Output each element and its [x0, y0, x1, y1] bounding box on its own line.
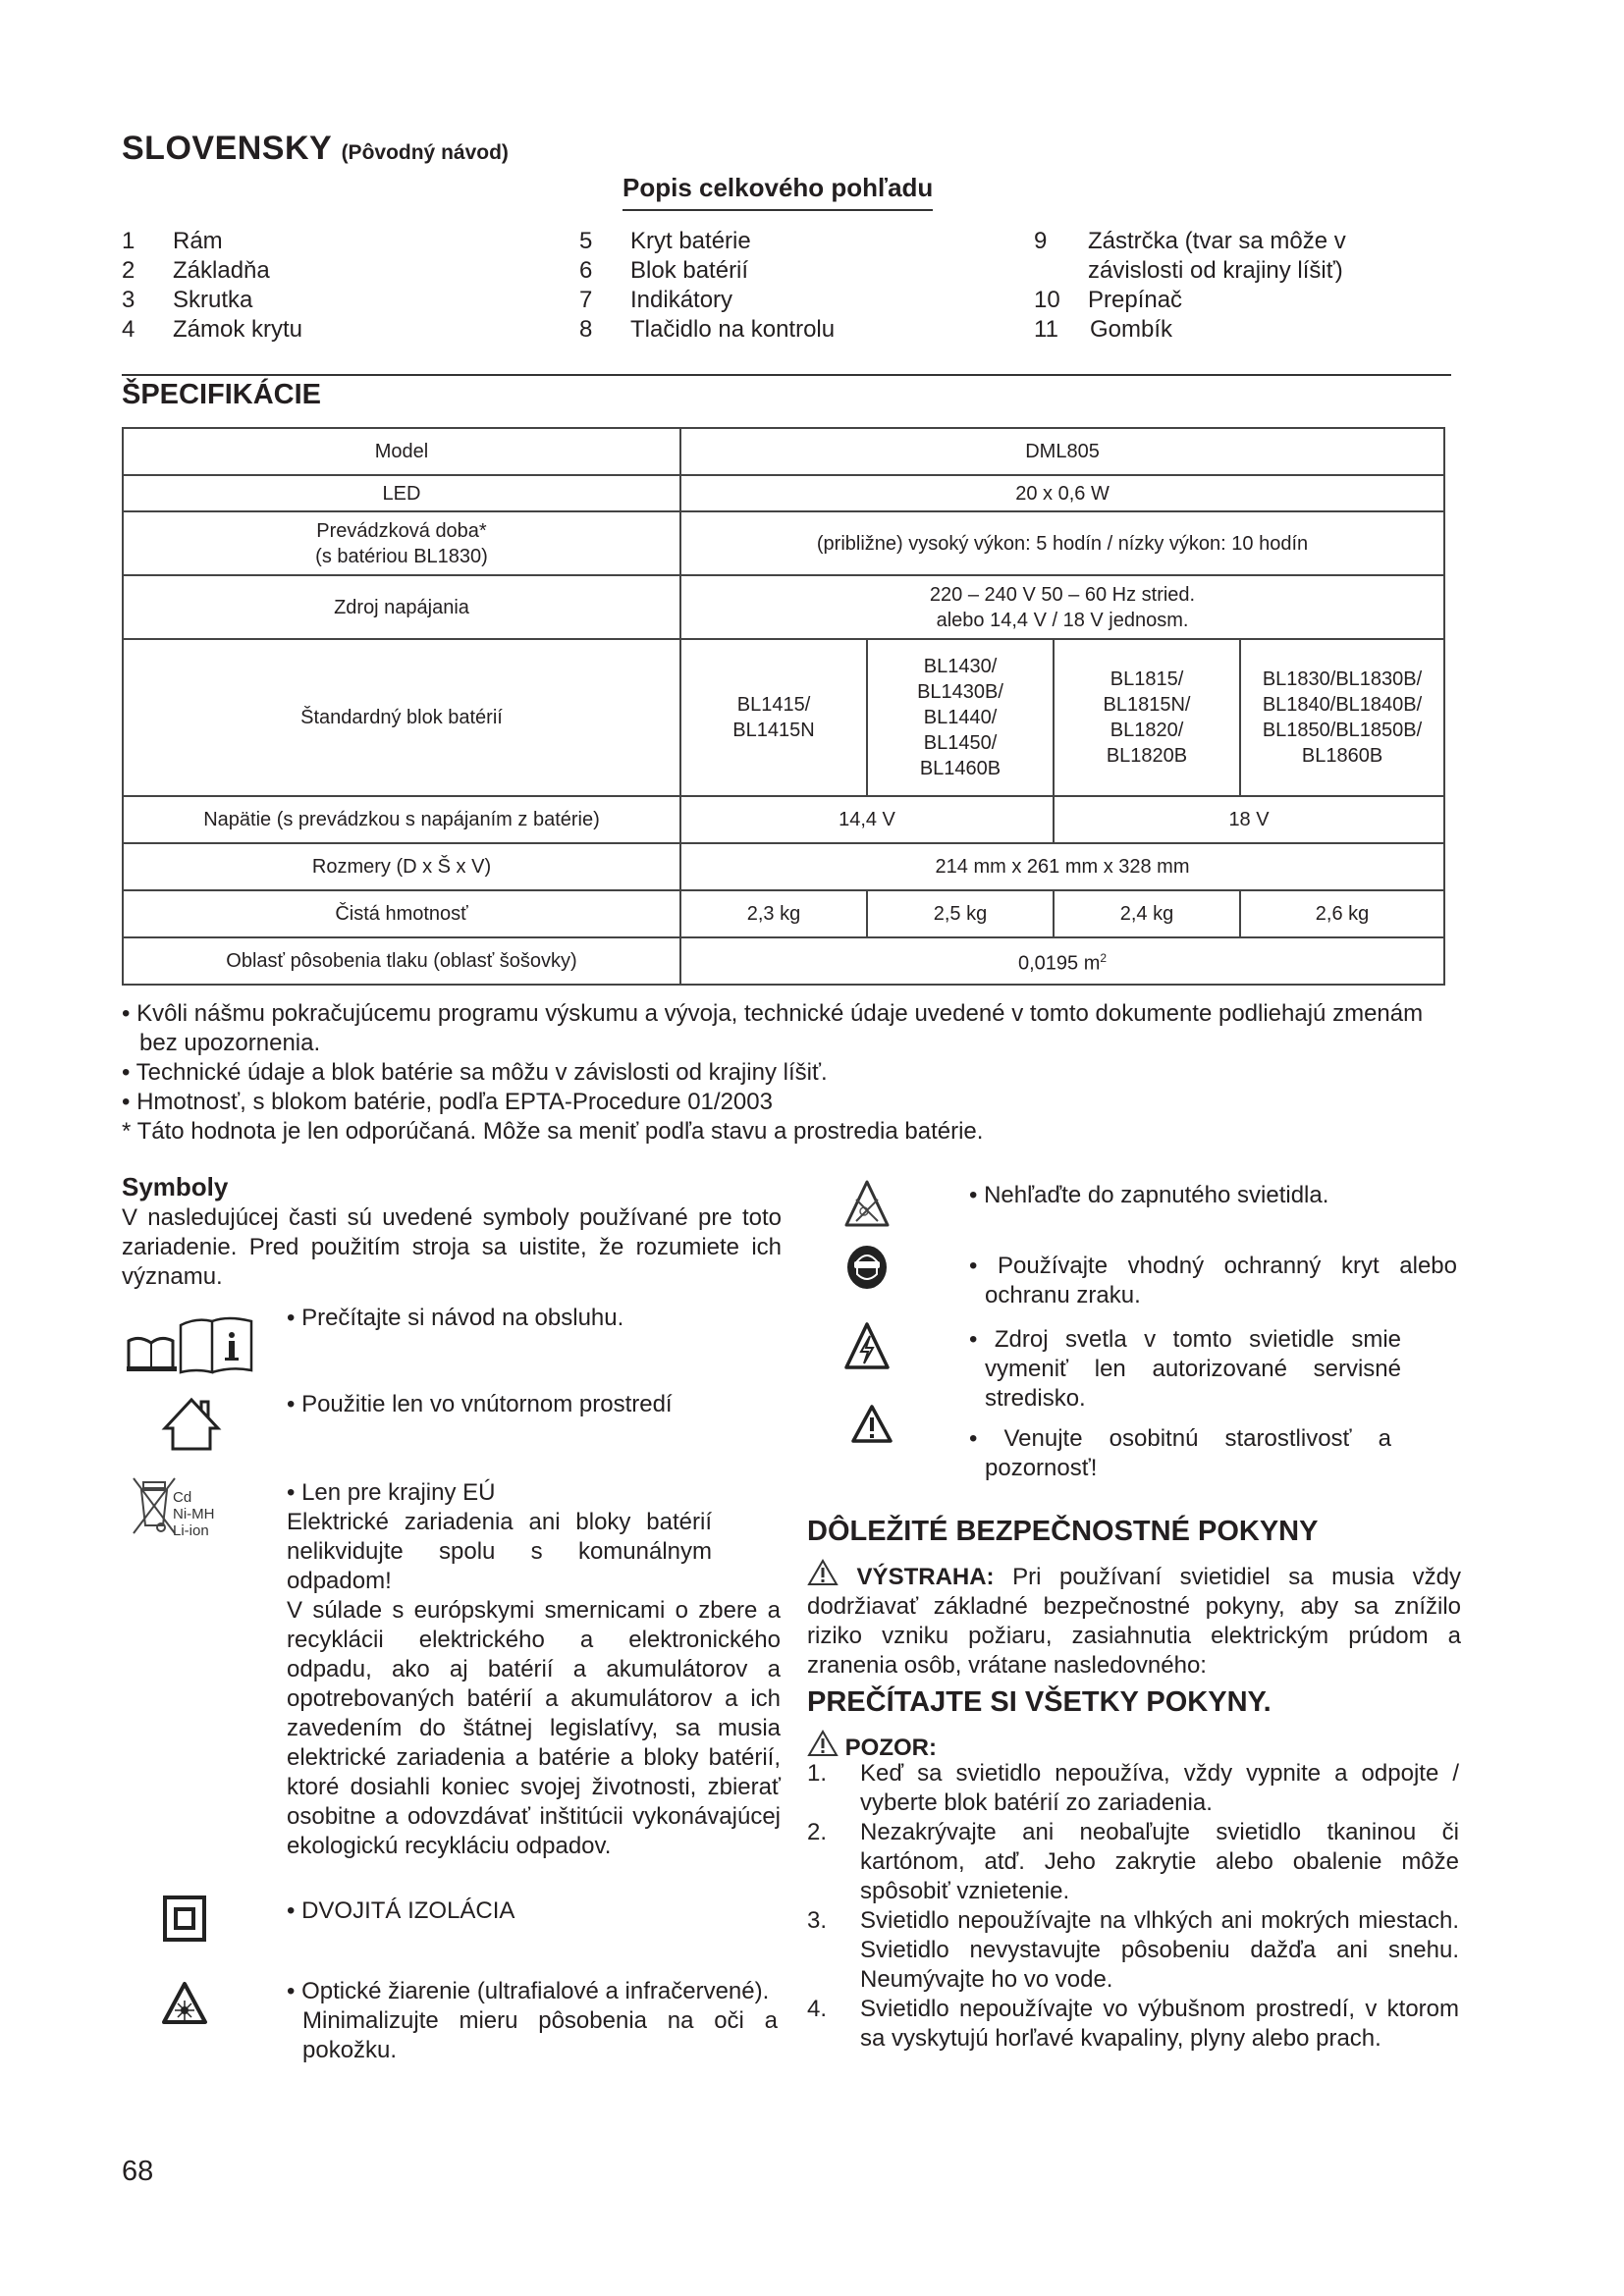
- row-label: LED: [123, 475, 680, 511]
- double-insulation-icon: [163, 1896, 208, 1948]
- optical-radiation-text: [287, 1977, 778, 2065]
- eye-protection-text: [969, 1252, 1457, 1310]
- do-not-stare-icon: [842, 1178, 892, 1236]
- power-ac: 220 – 240 V 50 – 60 Hz stried.: [929, 583, 1196, 606]
- list-number: 2.: [807, 1819, 828, 1845]
- item-label: Prepínač: [1088, 287, 1183, 313]
- warning-label: VÝSTRAHA:: [856, 1564, 995, 1590]
- list-number: 1.: [807, 1760, 828, 1787]
- power-dc: alebo 14,4 V / 18 V jednosm.: [936, 609, 1189, 631]
- battery-model: BL1460B: [919, 758, 1001, 779]
- item-label: Indikátory: [630, 287, 733, 313]
- list-number: 3.: [807, 1907, 828, 1934]
- runtime-value: (približne) vysoký výkon: 5 hodín / nízky výkon: 10 hodín: [680, 511, 1444, 575]
- item-number: 1: [122, 228, 135, 254]
- table-row: [123, 475, 1444, 511]
- battery-model: BL1815/: [1110, 668, 1184, 690]
- caution-icon: [850, 1404, 893, 1450]
- overview-title: Popis celkového pohľadu: [623, 173, 933, 211]
- weight-value: 2,4 kg: [1054, 890, 1240, 937]
- specifications-title: ŠPECIFIKÁCIE: [122, 379, 322, 410]
- specifications-table: [122, 427, 1445, 986]
- item-number: 9: [1034, 228, 1048, 254]
- battery-model: BL1440/: [923, 707, 998, 728]
- power-value: [680, 575, 1444, 639]
- battery-model: BL1450/: [923, 732, 998, 754]
- page-number: 68: [122, 2156, 154, 2187]
- note: • Hmotnosť, s blokom batérie, podľa EPTA-Procedure 01/2003: [122, 1089, 773, 1115]
- indoor-use-house-icon: [157, 1394, 226, 1458]
- battery-chemistry: Ni-MH: [173, 1506, 215, 1522]
- list-item: [807, 1995, 1459, 2054]
- item-number: 4: [122, 316, 135, 343]
- battery-model: BL1415/: [736, 694, 811, 716]
- page-title: [122, 130, 509, 168]
- item-label: Rám: [173, 228, 223, 254]
- note: * Táto hodnota je len odporúčaná. Môže sa meniť podľa stavu a prostredia batérie.: [122, 1118, 984, 1145]
- read-manual-text: • Prečítajte si návod na obsluhu.: [287, 1305, 624, 1331]
- symbols-title: Symboly: [122, 1172, 229, 1201]
- warning-text: Pri používaní svietidiel sa musia vždy dodržiavať základné bezpečnostné pokyny, aby sa znížilo riziko vzniku požiaru, zasiahnutia elektrickým prúdom a zranenia osôb, vrátane nasledovného:: [807, 1564, 1461, 1679]
- list-item: [807, 1818, 1459, 1906]
- overview-column-3: [1034, 227, 1446, 345]
- row-label: Zdroj napájania: [123, 575, 680, 639]
- warning-triangle-icon: [807, 1564, 839, 1590]
- eu-title: • Len pre krajiny EÚ: [287, 1479, 496, 1506]
- caution-label: POZOR:: [844, 1735, 937, 1761]
- row-label: Štandardný blok batérií: [123, 639, 680, 796]
- caution-list: [807, 1759, 1459, 2054]
- original-manual-label: (Pôvodný návod): [341, 141, 509, 164]
- table-row: [123, 639, 1444, 796]
- item-number: 3: [122, 287, 135, 313]
- note: • Kvôli nášmu pokračujúcemu programu výskumu a vývoja, technické údaje uvedené v tomto dokumente podliehajú zmenám bez upozornenia.: [122, 1000, 1424, 1056]
- eu-disposal-text: [287, 1478, 781, 1861]
- do-not-stare-text: • Nehľaďte do zapnutého svietidla.: [969, 1182, 1329, 1208]
- list-text: Svietidlo nepoužívajte na vlhkých ani mokrých miestach. Svietidlo nevystavujte pôsobeniu dažďa ani snehu. Neumývajte ho vo vode.: [860, 1907, 1459, 1993]
- attention-line: • Venujte osobitnú starostlivosť a pozornosť!: [969, 1425, 1391, 1481]
- row-label: Rozmery (D x Š x V): [123, 843, 680, 890]
- area-number: 0,0195 m: [1017, 952, 1101, 975]
- runtime-label: Prevádzková doba*: [316, 519, 487, 542]
- table-row: [123, 575, 1444, 639]
- double-insulation-text: • DVOJITÁ IZOLÁCIA: [287, 1897, 515, 1924]
- item-label: Skrutka: [173, 287, 253, 313]
- section-divider: [122, 374, 1451, 376]
- note: • Technické údaje a blok batérie sa môžu v závislosti od krajiny líšiť.: [122, 1059, 828, 1086]
- table-row: [123, 796, 1444, 843]
- item-label: Kryt batérie: [630, 228, 751, 254]
- battery-chemistry: Cd: [173, 1489, 192, 1506]
- eye-protection-line: • Používajte vhodný ochranný kryt alebo ochranu zraku.: [969, 1253, 1457, 1308]
- battery-cell: [867, 639, 1054, 796]
- table-row: [123, 511, 1444, 575]
- weee-crossed-bin-icon: [132, 1474, 179, 1540]
- battery-cell: [1240, 639, 1444, 796]
- item-label: Blok batérií: [630, 257, 749, 284]
- item-label: Zámok krytu: [173, 316, 303, 343]
- read-all-instructions: PREČÍTAJTE SI VŠETKY POKYNY.: [807, 1686, 1272, 1718]
- symbols-intro: V nasledujúcej časti sú uvedené symboly používané pre toto zariadenie. Pred použitím stroja sa uistite, že rozumiete ich významu.: [122, 1204, 782, 1290]
- eye-protection-icon: [846, 1245, 888, 1295]
- area-unit-exponent: 2: [1100, 951, 1108, 966]
- row-label: Napätie (s prevádzkou s napájaním z batérie): [123, 796, 680, 843]
- led-value: 20 x 0,6 W: [680, 475, 1444, 511]
- item-number: 6: [579, 257, 593, 284]
- battery-model: BL1860B: [1301, 745, 1383, 767]
- battery-model: BL1830/BL1830B/: [1262, 668, 1423, 690]
- row-label: Čistá hmotnosť: [123, 890, 680, 937]
- weight-value: 2,3 kg: [680, 890, 867, 937]
- item-number: 8: [579, 316, 593, 343]
- item-label: Tlačidlo na kontrolu: [630, 316, 836, 343]
- battery-model: BL1430/: [923, 656, 998, 677]
- item-label: Zástrčka (tvar sa môže v: [1088, 228, 1346, 254]
- eu-text-1: Elektrické zariadenia ani bloky batérií nelikvidujte spolu s komunálnym odpadom!: [287, 1509, 712, 1594]
- battery-model: BL1815N/: [1103, 694, 1191, 716]
- overview-column-2: [579, 227, 972, 345]
- read-manual-icon: [126, 1313, 265, 1379]
- battery-model: BL1415N: [732, 720, 815, 741]
- list-number: 4.: [807, 1996, 828, 2022]
- battery-chemistry: Li-ion: [173, 1522, 209, 1539]
- item-label: Základňa: [173, 257, 270, 284]
- table-row: [123, 428, 1444, 475]
- item-number: 11: [1034, 316, 1058, 343]
- weight-value: 2,5 kg: [867, 890, 1054, 937]
- item-label: Gombík: [1090, 316, 1173, 343]
- warning-paragraph: [807, 1559, 1461, 1681]
- list-text: Keď sa svietidlo nepoužíva, vždy vypnite a odpojte / vyberte blok batérií zo zariadenia.: [860, 1760, 1459, 1816]
- row-label: Model: [123, 428, 680, 475]
- item-number: 7: [579, 287, 593, 313]
- caution-heading: [807, 1730, 937, 1763]
- battery-cell: [680, 639, 867, 796]
- battery-model: BL1430B/: [917, 681, 1003, 703]
- battery-model: BL1850/BL1850B/: [1262, 720, 1423, 741]
- model-value: DML805: [680, 428, 1444, 475]
- table-row: [123, 890, 1444, 937]
- battery-model: BL1840/BL1840B/: [1262, 694, 1423, 716]
- service-text: [969, 1325, 1401, 1414]
- list-item: [807, 1906, 1459, 1995]
- overview-column-1: [122, 227, 514, 345]
- indoor-use-text: • Použitie len vo vnútornom prostredí: [287, 1391, 673, 1417]
- area-value: [680, 937, 1444, 985]
- runtime-label-note: (s batériou BL1830): [315, 545, 488, 567]
- item-label-continued: závislosti od krajiny líšiť): [1088, 257, 1343, 284]
- table-row: [123, 843, 1444, 890]
- caution-triangle-icon: [807, 1735, 839, 1761]
- dimensions-value: 214 mm x 261 mm x 328 mm: [680, 843, 1444, 890]
- battery-model: BL1820B: [1106, 745, 1188, 767]
- battery-chemistry-labels: [173, 1489, 215, 1539]
- eu-text-2: V súlade s európskymi smernicami o zbere a recyklácii elektrického a elektronického odpadu, ako aj batérií a akumulátorov a opotrebovaných batérií a akumulátorov a ich zavedením do štátnej legislatívy, sa musia elektrické zariadenia a batérie a bloky batérií, ktoré dosiahli koniec svojej životnosti, zbierať osobitne a odovzdávať inštitúcii vykonávajúcej ekologickú recykláciu odpadov.: [287, 1597, 781, 1859]
- list-text: Svietidlo nepoužívajte vo výbušnom prostredí, v ktorom sa vyskytujú horľavé kvapaliny, plyny alebo prach.: [860, 1996, 1459, 2052]
- battery-model: BL1820/: [1110, 720, 1184, 741]
- list-text: Nezakrývajte ani neobaľujte svietidlo tkaninou či kartónom, atď. Jeho zakrytie alebo obalenie môže spôsobiť vznietenie.: [860, 1819, 1459, 1904]
- weight-value: 2,6 kg: [1240, 890, 1444, 937]
- optical-radiation-warning-icon: [161, 1981, 208, 2031]
- safety-title: DÔLEŽITÉ BEZPEČNOSTNÉ POKYNY: [807, 1516, 1319, 1547]
- row-label: [123, 511, 680, 575]
- optical-radiation-line-2: Minimalizujte mieru pôsobenia na oči a pokožku.: [302, 2007, 778, 2063]
- item-number: 2: [122, 257, 135, 284]
- row-label: Oblasť pôsobenia tlaku (oblasť šošovky): [123, 937, 680, 985]
- table-row: [123, 937, 1444, 985]
- optical-radiation-line-1: • Optické žiarenie (ultrafialové a infračervené).: [287, 1978, 770, 2004]
- voltage-value: 18 V: [1054, 796, 1444, 843]
- item-number: 10: [1034, 287, 1060, 313]
- spec-notes: [122, 999, 1457, 1147]
- list-item: [807, 1759, 1459, 1818]
- item-number: 5: [579, 228, 593, 254]
- voltage-value: 14,4 V: [680, 796, 1054, 843]
- battery-cell: [1054, 639, 1240, 796]
- language-title: SLOVENSKY: [122, 130, 332, 167]
- attention-text: [969, 1424, 1391, 1483]
- electric-hazard-icon: [842, 1320, 892, 1378]
- service-line: • Zdroj svetla v tomto svietidle smie vymeniť len autorizované servisné stredisko.: [969, 1326, 1401, 1412]
